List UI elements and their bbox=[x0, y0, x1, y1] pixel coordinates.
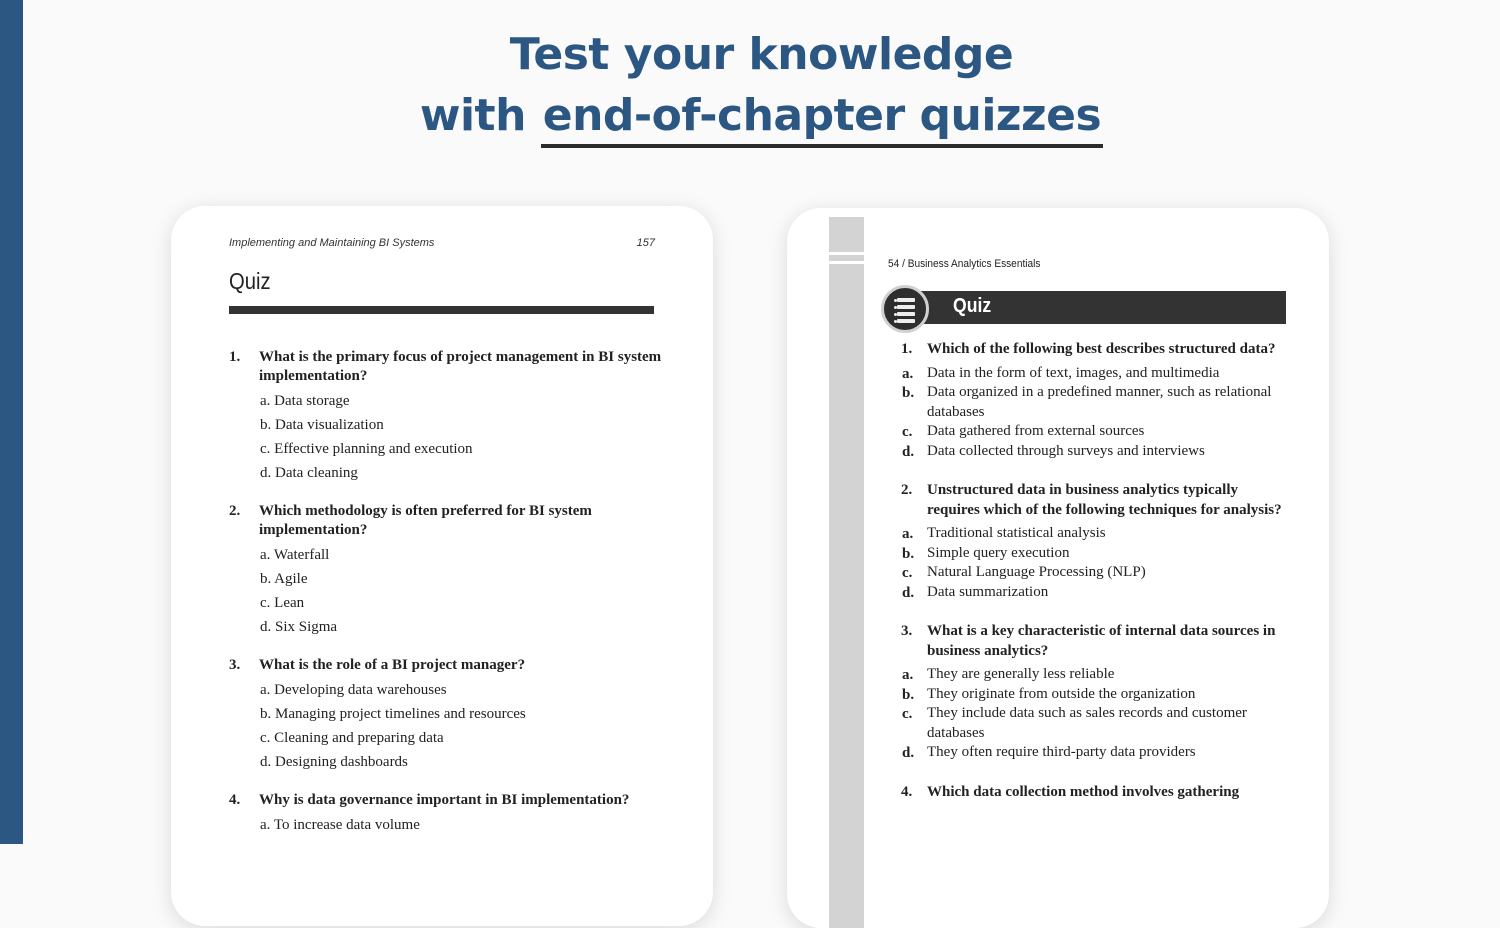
question-number: 2. bbox=[229, 503, 241, 519]
answer-option bbox=[876, 524, 1291, 544]
option-text: Data gathered from external sources bbox=[927, 423, 1145, 439]
answer-option bbox=[876, 364, 1291, 384]
answer-option bbox=[876, 704, 1291, 743]
right-page-card bbox=[787, 208, 1329, 928]
answer-option bbox=[876, 442, 1291, 462]
left-running-header bbox=[229, 237, 655, 249]
right-quiz-title: Quiz bbox=[953, 295, 992, 317]
quiz-question bbox=[901, 481, 1291, 602]
left-page-number: 157 bbox=[636, 237, 655, 249]
headline-prefix: with bbox=[419, 90, 541, 141]
answer-option: d. Data cleaning bbox=[260, 465, 358, 481]
question-text bbox=[901, 783, 1291, 803]
option-letter: d. bbox=[902, 745, 915, 761]
answer-option: a. Developing data warehouses bbox=[260, 682, 447, 698]
left-title-rule bbox=[229, 306, 654, 314]
question-text bbox=[229, 502, 669, 540]
question-text bbox=[901, 340, 1291, 360]
answer-option: a. To increase data volume bbox=[260, 817, 420, 833]
question-text bbox=[229, 348, 669, 386]
answer-option: c. Lean bbox=[260, 595, 305, 611]
option-letter: c. bbox=[902, 424, 913, 440]
headline-line-2 bbox=[23, 85, 1500, 148]
option-letter: d. bbox=[902, 584, 915, 601]
left-quiz-title: Quiz bbox=[229, 268, 271, 294]
question-body: What is the role of a BI project manager? bbox=[259, 657, 526, 673]
answer-option: a. Data storage bbox=[260, 393, 350, 409]
list-icon bbox=[881, 285, 929, 333]
answer-option: b. Managing project timelines and resources bbox=[260, 706, 526, 722]
answer-option bbox=[876, 563, 1291, 583]
quiz-question bbox=[901, 340, 1291, 461]
answer-option: d. Designing dashboards bbox=[260, 754, 408, 770]
question-number: 2. bbox=[901, 482, 913, 498]
option-letter: d. bbox=[902, 443, 915, 460]
option-text: They include data such as sales records and customer databases bbox=[927, 705, 1247, 741]
option-text: They are generally less reliable bbox=[927, 666, 1115, 682]
option-text: They often require third-party data providers bbox=[927, 744, 1196, 760]
question-body: What is a key characteristic of internal data sources in business analytics? bbox=[927, 623, 1276, 659]
answer-option bbox=[876, 544, 1291, 564]
question-body: Which methodology is often preferred for BI system implementation? bbox=[259, 503, 592, 538]
answer-options bbox=[229, 389, 669, 485]
question-number: 3. bbox=[901, 623, 913, 639]
answer-option: b. Agile bbox=[260, 571, 308, 587]
answer-options bbox=[229, 543, 669, 639]
headline-underlined: end-of-chapter quizzes bbox=[541, 88, 1103, 148]
question-text bbox=[229, 656, 669, 675]
answer-option: c. Effective planning and execution bbox=[260, 441, 473, 457]
option-text: They originate from outside the organization bbox=[927, 685, 1196, 702]
quiz-question bbox=[229, 348, 669, 485]
question-number: 4. bbox=[901, 783, 913, 800]
question-text bbox=[901, 481, 1291, 520]
answer-option bbox=[876, 665, 1291, 685]
answer-option bbox=[876, 422, 1291, 442]
answer-option: c. Cleaning and preparing data bbox=[260, 730, 444, 746]
quiz-question bbox=[229, 791, 669, 837]
option-letter: c. bbox=[902, 706, 913, 722]
quiz-question bbox=[901, 783, 1291, 803]
question-number: 4. bbox=[229, 792, 241, 808]
answer-option bbox=[876, 743, 1291, 763]
option-text: Data in the form of text, images, and multimedia bbox=[927, 364, 1220, 381]
question-body: What is the primary focus of project management in BI system implementation? bbox=[259, 349, 662, 384]
option-letter: c. bbox=[902, 565, 913, 581]
quiz-question bbox=[229, 656, 669, 774]
left-header-title: Implementing and Maintaining BI Systems bbox=[229, 237, 435, 249]
headline-line-1: Test your knowledge bbox=[509, 29, 1014, 80]
question-text bbox=[901, 622, 1291, 661]
answer-option: d. Six Sigma bbox=[260, 619, 338, 635]
option-text: Data summarization bbox=[927, 583, 1049, 600]
option-letter: b. bbox=[902, 686, 915, 703]
question-body: Why is data governance important in BI implementation? bbox=[259, 792, 630, 808]
option-letter: a. bbox=[902, 667, 914, 683]
right-running-header: 54 / Business Analytics Essentials bbox=[888, 258, 1041, 270]
right-side-strip bbox=[829, 217, 864, 928]
answer-options bbox=[229, 813, 669, 837]
page-headline bbox=[23, 24, 1500, 148]
answer-option bbox=[876, 383, 1291, 422]
option-letter: a. bbox=[902, 365, 914, 382]
question-number: 1. bbox=[229, 349, 241, 365]
option-text: Simple query execution bbox=[927, 544, 1070, 561]
question-number: 1. bbox=[901, 341, 913, 357]
quiz-question bbox=[229, 502, 669, 639]
answer-options bbox=[901, 364, 1291, 462]
answer-option bbox=[876, 685, 1291, 705]
strip-line bbox=[829, 252, 864, 255]
option-text: Natural Language Processing (NLP) bbox=[927, 564, 1146, 580]
answer-options bbox=[229, 678, 669, 774]
answer-option: b. Data visualization bbox=[260, 417, 384, 433]
left-question-list bbox=[229, 348, 669, 854]
quiz-question bbox=[901, 622, 1291, 763]
question-number: 3. bbox=[229, 657, 241, 673]
option-text: Data collected through surveys and interviews bbox=[927, 442, 1205, 459]
question-body: Unstructured data in business analytics typically requires which of the following techniques for analysis? bbox=[927, 482, 1282, 518]
answer-options bbox=[901, 524, 1291, 602]
answer-option: a. Waterfall bbox=[260, 547, 330, 563]
answer-options bbox=[901, 665, 1291, 763]
answer-option bbox=[876, 583, 1291, 603]
strip-line bbox=[829, 261, 864, 264]
option-text: Data organized in a predefined manner, such as relational databases bbox=[927, 384, 1272, 420]
question-body: Which data collection method involves gathering bbox=[927, 783, 1240, 800]
option-text: Traditional statistical analysis bbox=[927, 525, 1106, 541]
left-accent-band bbox=[0, 0, 23, 844]
option-letter: b. bbox=[902, 385, 915, 401]
question-body: Which of the following best describes structured data? bbox=[927, 341, 1276, 357]
option-letter: a. bbox=[902, 526, 914, 542]
option-letter: b. bbox=[902, 545, 915, 562]
left-page-card bbox=[171, 206, 713, 926]
question-text bbox=[229, 791, 669, 810]
right-question-list bbox=[901, 340, 1291, 822]
